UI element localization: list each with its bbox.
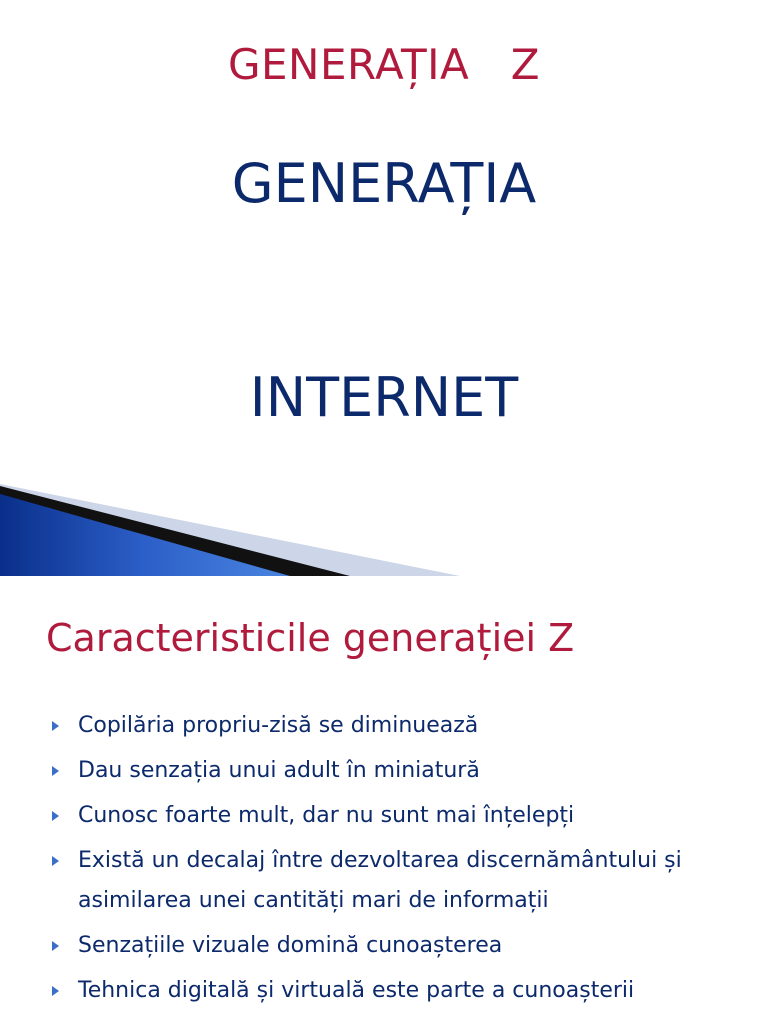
triangle-right-icon [52,721,59,731]
bullet-text: Există un decalaj între dezvoltarea discernământului și asimilarea unei cantități mari de informații [78,848,682,913]
slide-1-line-internet: INTERNET [249,366,519,429]
bullet-item [52,926,732,966]
slide-2 [0,576,768,1024]
triangle-right-icon [52,856,59,866]
bullet-item [52,796,732,836]
bullet-item [52,971,732,1011]
bullet-text: Cunosc foarte mult, dar nu sunt mai înțelepți [78,803,575,828]
triangle-right-icon [52,986,59,996]
bullet-text: Dau senzația unui adult în miniatură [78,758,480,783]
bullet-text: Copilăria propriu-zisă se diminuează [78,713,479,738]
bullet-item [52,751,732,791]
slide-2-title: Caracteristicile generației Z [46,616,575,660]
bullet-item [52,706,732,746]
decorative-swoosh [0,470,768,576]
slide-1-line-generatia: GENERAȚIA [231,152,537,215]
bullet-text: Senzațiile vizuale domină cunoașterea [78,933,503,958]
triangle-right-icon [52,766,59,776]
slide-1-title: GENERAȚIA Z [227,40,541,89]
bullet-text: Tehnica digitală și virtuală este parte a cunoașterii [78,978,635,1003]
bullet-list [52,706,732,1016]
bullet-item [52,841,732,921]
triangle-right-icon [52,811,59,821]
triangle-right-icon [52,941,59,951]
